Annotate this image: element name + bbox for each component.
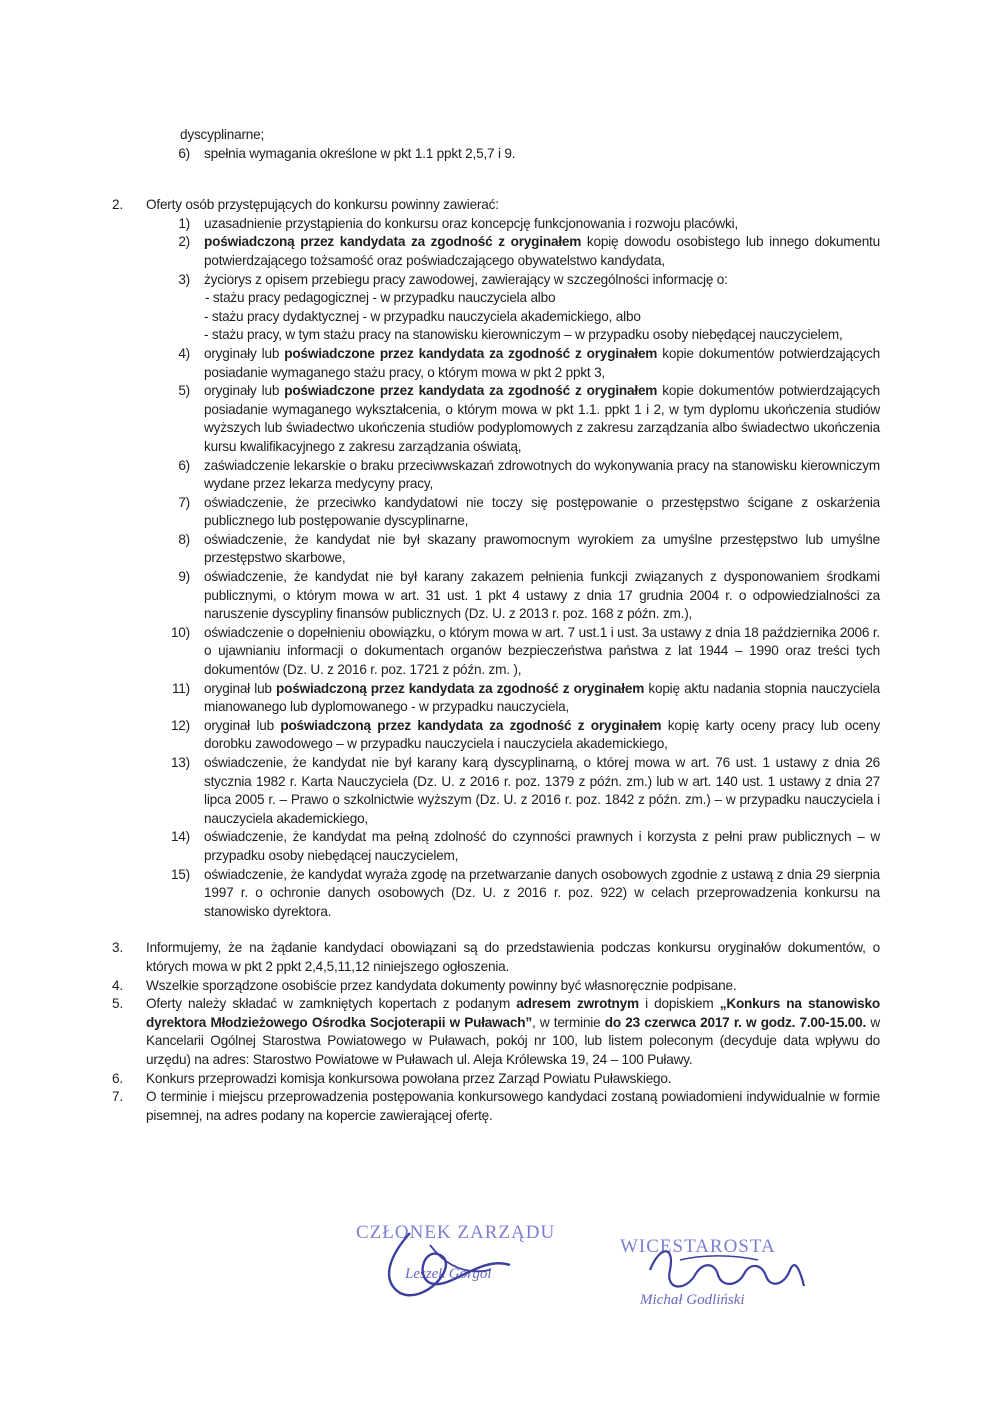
item-number: 3): [178, 271, 190, 287]
signature-right-icon: [640, 1240, 810, 1300]
section-7: [112, 1088, 880, 1125]
item-text: uzasadnienie przystąpienia do konkursu oraz koncepcję funkcjonowania i rozwoju placówki,: [204, 215, 739, 231]
stamp-right-title: WICESTAROSTA: [620, 1236, 776, 1257]
section-3: [112, 939, 880, 976]
item-number: 14): [170, 829, 190, 845]
item-text: spełnia wymagania określone w pkt 1.1 ppkt 2,5,7 i 9.: [204, 145, 516, 161]
item-number: 10): [170, 624, 190, 640]
stamp-left-name: Leszek Gorgol: [405, 1266, 492, 1282]
stamp-right-name: Michał Godliński: [640, 1292, 745, 1308]
item-number: 6): [178, 145, 190, 161]
s2-item-6: [112, 457, 880, 494]
intro-item-6: [112, 145, 880, 164]
section-number: 4.: [112, 977, 123, 993]
section-number: 6.: [112, 1070, 123, 1086]
item-number: 2): [178, 234, 190, 250]
bold-phrase: do 23 czerwca 2017 r. w godz. 7.00-15.00.: [604, 1014, 867, 1030]
item-pre: oryginał lub: [204, 680, 277, 696]
item-number: 15): [170, 866, 190, 882]
bold-phrase: poświadczoną przez kandydata za zgodność z oryginałem: [280, 717, 662, 733]
item-text: oświadczenie, że kandydat nie był karany zakazem pełnienia funkcji związanych z dysponowaniem środkami publicznymi, o którym mowa w art. 31 ust. 1 pkt 4 ustawy z dnia 17 grudnia 2004 r. o odpowiedzialności za naruszenie dyscypliny finansów publicznych (Dz. U. z 2013 r. poz. 168 z późn. zm.),: [204, 569, 880, 622]
item-text: oświadczenie, że przeciwko kandydatowi nie toczy się postępowanie o przestępstwo ścigane z oskarżenia publicznego lub postępowanie dyscyplinarne,: [204, 494, 880, 529]
item-pre: oryginał lub: [204, 717, 281, 733]
item-text: [204, 271, 880, 345]
intro-line: dyscyplinarne;: [180, 127, 265, 142]
s2-item-15: [112, 866, 880, 922]
bold-phrase: poświadczone przez kandydata za zgodność z oryginałem: [284, 345, 658, 361]
section-text: [146, 995, 880, 1069]
item-rest: kopię karty oceny pracy lub oceny dorobku zawodowego – w przypadku nauczyciela i nauczyciela akademickiego,: [204, 717, 880, 752]
section-text: Wszelkie sporządzone osobiście przez kandydata dokumenty powinny być własnoręcznie podpisane.: [146, 977, 737, 993]
bold-phrase: adresem zwrotnym: [516, 996, 639, 1012]
item-number: 5): [178, 383, 190, 399]
s2-item-8: [112, 531, 880, 568]
dash-line: - stażu pracy, w tym stażu pracy na stanowisku kierowniczym – w przypadku osoby niebędącej nauczycielem,: [204, 327, 843, 343]
item-text: oświadczenie o dopełnieniu obowiązku, o którym mowa w art. 7 ust.1 i ust. 3a ustawy z dnia 18 października 2006 r. o ujawnianiu informacji o dokumentach organów bezpieczeństwa państwa z lat 1944 – 1990 oraz treści tych dokumentów (Dz. U. z 2016 r. poz. 1721 z późn. zm. ),: [204, 624, 880, 678]
s2-item-12: [112, 717, 880, 754]
section-5: [112, 995, 880, 1069]
s2-item-11: [112, 680, 880, 717]
item-text: [204, 717, 880, 754]
item-text: [204, 233, 880, 270]
item-number: 8): [178, 531, 190, 547]
text-part: w Kancelarii Ogólnej Starostwa Powiatowego w Puławach, pokój nr 100, lub listem poleconym (decyduje data wpływu do urzędu) na adres: Starostwo Powiatowe w Puławach ul. Aleja Królewska 19, 24 – 100 Puławy.: [146, 1014, 880, 1067]
item-text: oświadczenie, że kandydat wyraża zgodę na przetwarzanie danych osobowych zgodnie z ustawą z dnia 29 sierpnia 1997 r. o ochronie danych osobowych (Dz. U. z 2016 r. poz. 922) w celach przeprowadzenia konkursu na stanowisko dyrektora.: [204, 866, 880, 919]
item-lead: życiorys z opisem przebiegu pracy zawodowej, zawierający w szczególności informację o:: [204, 271, 728, 287]
section-text: Konkurs przeprowadzi komisja konkursowa powołana przez Zarząd Powiatu Puławskiego.: [146, 1070, 672, 1086]
bold-phrase: „Konkurs na stanowisko dyrektora Młodzieżowego Ośrodka Socjoterapii w Puławach”: [146, 996, 880, 1030]
item-rest: kopie dokumentów potwierdzających posiadanie wymaganego wykształcenia, o którym mowa w pkt 1.1. ppkt 1 i 2, w tym dyplomu ukończenia studiów wyższych lub świadectwo ukończenia studiów podyplomowych z zakresu zarządzania albo świadectwo ukończenia kursu kwalifikacyjnego z zakresu zarządzania oświatą,: [204, 383, 881, 454]
item-number: 12): [170, 717, 190, 733]
section-number: 5.: [112, 996, 123, 1012]
s2-item-3: [112, 271, 880, 345]
item-number: 9): [178, 569, 190, 585]
section-heading: Oferty osób przystępujących do konkursu powinny zawierać:: [146, 197, 499, 213]
section-4: [112, 977, 880, 996]
item-text: [204, 680, 880, 717]
item-text: oświadczenie, że kandydat ma pełną zdolność do czynności prawnych i korzysta z pełni praw publicznych – w przypadku osoby niebędącej nauczycielem,: [204, 829, 880, 863]
text-part: , w terminie: [531, 1014, 605, 1030]
item-number: 11): [171, 680, 190, 696]
text-part: i dopiskiem: [638, 996, 720, 1012]
s2-item-9: [112, 568, 880, 624]
dash-line: - stażu pracy pedagogicznej - w przypadku nauczyciela albo: [205, 290, 556, 306]
signature-left-icon: [370, 1225, 520, 1305]
item-pre: oryginały lub: [204, 383, 285, 399]
text-part: Oferty należy składać w zamkniętych kopertach z podanym: [146, 996, 517, 1012]
item-text: oświadczenie, że kandydat nie był skazany prawomocnym wyrokiem za umyślne przestępstwo lub umyślne przestępstwo skarbowe,: [204, 531, 880, 566]
section-6: [112, 1070, 880, 1089]
s2-item-13: [112, 754, 880, 828]
document-body: [112, 126, 880, 1125]
item-text: [204, 345, 880, 382]
section-number: 7.: [112, 1089, 123, 1105]
s2-item-2: [112, 233, 880, 270]
section-text: O terminie i miejscu przeprowadzenia postępowania konkursowego kandydaci zostaną powiadomieni indywidualnie w formie pisemnej, na adres podany na kopercie zawierającej ofertę.: [146, 1089, 880, 1123]
bold-phrase: poświadczoną przez kandydata za zgodność z oryginałem: [204, 234, 582, 250]
stamp-left-title: CZŁONEK ZARZĄDU: [356, 1222, 556, 1243]
s2-item-7: [112, 494, 880, 531]
section-2: [112, 196, 880, 215]
item-text: oświadczenie, że kandydat nie był karany karą dyscyplinarną, o której mowa w art. 76 ust. 1 ustawy z dnia 26 stycznia 1982 r. Karta Nauczyciela (Dz. U. z 2016 r. poz. 1379 z późn. zm.) lub w art. 140 ust. 1 ustawy z dnia 27 lipca 2005 r. – Prawo o szkolnictwie wyższym (Dz. U. z 2016 r. poz. 1842 z późn. zm.) – w przypadku nauczyciela i nauczyciela akademickiego,: [204, 755, 880, 826]
item-number: 1): [178, 215, 190, 231]
section-number: 2.: [112, 197, 123, 213]
item-pre: oryginały lub: [204, 345, 285, 361]
s2-item-10: [112, 624, 880, 680]
bold-phrase: poświadczoną przez kandydata za zgodność z oryginałem: [276, 680, 645, 696]
item-rest: kopię dowodu osobistego lub innego dokumentu potwierdzającego tożsamość oraz poświadczającego obywatelstwo kandydata,: [204, 234, 880, 268]
s2-item-14: [112, 828, 880, 865]
s2-item-5: [112, 382, 880, 456]
item-number: 6): [178, 457, 190, 473]
item-number: 7): [178, 494, 190, 510]
item-rest: kopie dokumentów potwierdzających posiadanie wymaganego stażu pracy, o którym mowa w pkt 2 ppkt 3,: [204, 345, 881, 380]
s2-item-1: [112, 215, 880, 234]
item-number: 13): [170, 755, 190, 770]
section-number: 3.: [112, 940, 123, 956]
item-number: 4): [178, 345, 190, 361]
section-text: Informujemy, że na żądanie kandydaci obowiązani są do przedstawienia podczas konkursu oryginałów dokumentów, o których mowa w pkt 2 ppkt 2,4,5,11,12 niniejszego ogłoszenia.: [146, 940, 880, 974]
dash-line: - stażu pracy dydaktycznej - w przypadku nauczyciela akademickiego, albo: [204, 308, 641, 324]
item-text: [204, 382, 880, 456]
s2-item-4: [112, 345, 880, 382]
intro-continuation: [112, 126, 880, 145]
item-text: zaświadczenie lekarskie o braku przeciwwskazań zdrowotnych do wykonywania pracy na stanowisku kierowniczym wydane przez lekarza medycyny pracy,: [204, 457, 880, 492]
item-rest: kopię aktu nadania stopnia nauczyciela mianowanego lub dyplomowanego - w przypadku nauczyciela,: [204, 680, 880, 715]
bold-phrase: poświadczone przez kandydata za zgodność z oryginałem: [284, 383, 658, 399]
